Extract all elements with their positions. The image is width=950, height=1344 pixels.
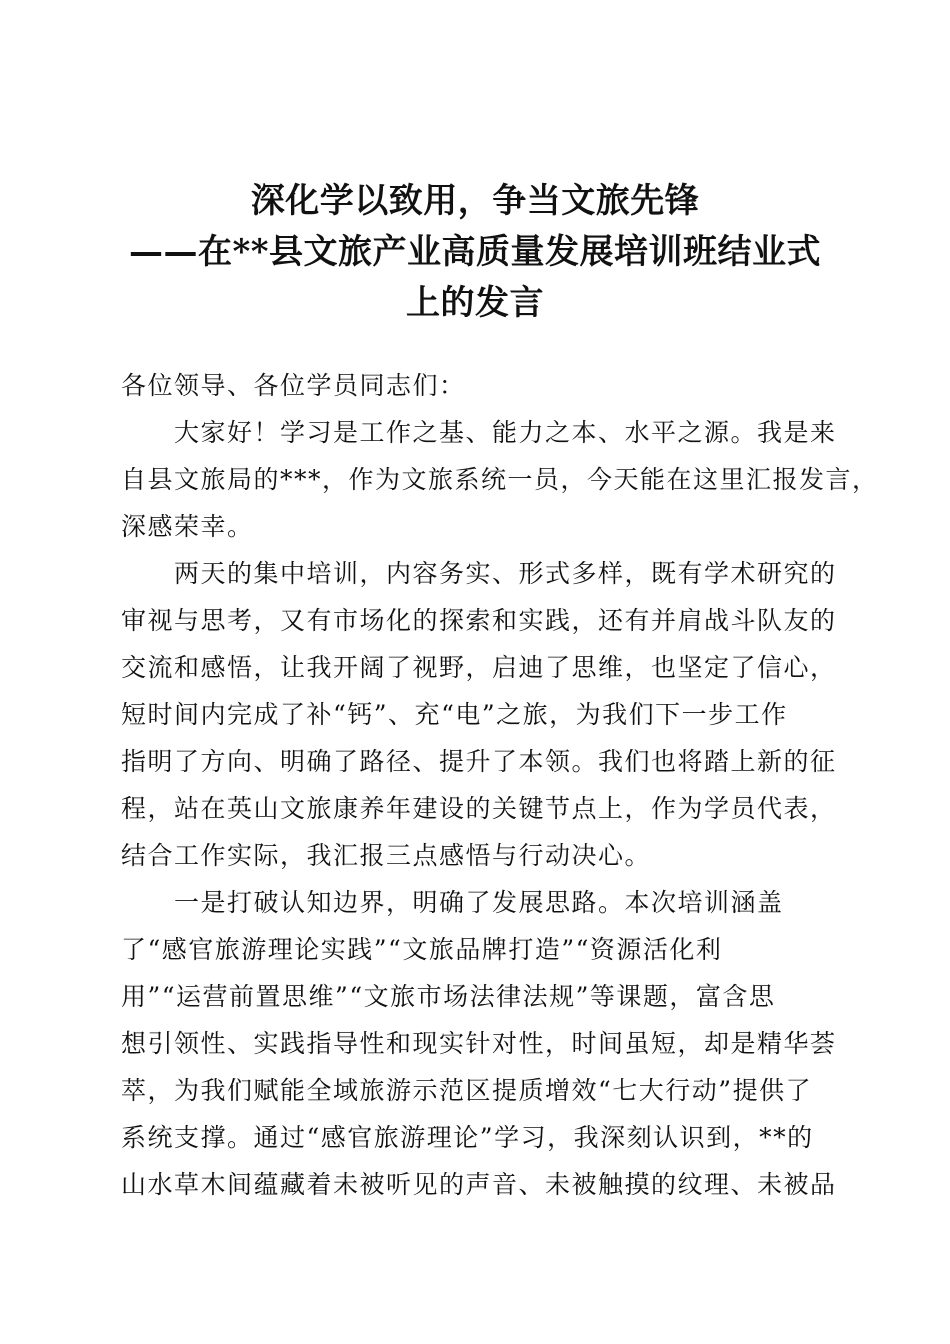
salutation: 各位领导、各位学员同志们： [121,371,466,400]
text-line: 审视与思考，又有市场化的探索和实践，还有并肩战斗队友的 [121,606,837,635]
paragraph-training-summary [121,550,837,879]
document-title [110,176,840,329]
title-line-subtitle: ——在**县文旅产业高质量发展培训班结业式 [128,232,822,272]
paragraph-greeting [121,409,879,550]
text-line: 系统支撑。通过“感官旅游理论”学习，我深刻认识到，**的 [121,1123,814,1152]
text-line: 指明了方向、明确了路径、提升了本领。我们也将踏上新的征 [121,747,837,776]
text-line: 自县文旅局的***，作为文旅系统一员，今天能在这里汇报发言， [121,465,879,494]
text-line: 深感荣幸。 [121,512,254,541]
text-line: 萃，为我们赋能全域旅游示范区提质增效“七大行动”提供了 [121,1076,813,1105]
text-line: 短时间内完成了补“钙”、充“电”之旅，为我们下一步工作 [121,700,788,729]
title-line-subtitle-end: 上的发言 [406,283,544,323]
text-line: 两天的集中培训，内容务实、形式多样，既有学术研究的 [121,559,837,588]
text-line: 一是打破认知边界，明确了发展思路。本次培训涵盖 [121,888,784,917]
document-body [121,362,879,1208]
text-line: 想引领性、实践指导性和现实针对性，时间虽短，却是精华荟 [121,1029,837,1058]
paragraph-point-one [121,879,837,1208]
text-line: 交流和感悟，让我开阔了视野，启迪了思维，也坚定了信心， [121,653,837,682]
text-line: 用”“运营前置思维”“文旅市场法律法规”等课题，富含思 [121,982,776,1011]
text-line: 结合工作实际，我汇报三点感悟与行动决心。 [121,841,652,870]
text-line: 山水草木间蕴藏着未被听见的声音、未被触摸的纹理、未被品 [121,1170,837,1199]
text-line: 了“感官旅游理论实践”“文旅品牌打造”“资源活化利 [121,935,723,964]
text-line: 大家好！学习是工作之基、能力之本、水平之源。我是来 [121,418,837,447]
title-line-main: 深化学以致用，争当文旅先锋 [250,181,700,221]
text-line: 程，站在英山文旅康养年建设的关键节点上，作为学员代表， [121,794,837,823]
